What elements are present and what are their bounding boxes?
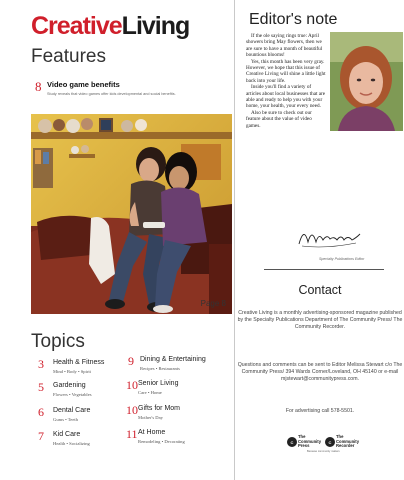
feature-description: Study reveals that video games offer kids developmental and social benefits. bbox=[47, 92, 176, 96]
topic-page-number: 10 bbox=[126, 378, 138, 392]
topic-title: Dental Care bbox=[53, 407, 91, 414]
contact-questions-text: Questions and comments can be sent to Editor Melissa Stewart c/o The Community Press/ 394 Wards Corner/Loveland, OH 45140 or e-mail mjstewart@communitypress.com. bbox=[237, 362, 403, 382]
topic-title: Health & Fitness bbox=[53, 359, 105, 366]
topic-subtitle: Recipes • Restaurants bbox=[140, 365, 180, 371]
editor-signature bbox=[296, 222, 364, 250]
girls-playing-video-games-image bbox=[31, 114, 232, 314]
press-logo-line: Community bbox=[298, 438, 322, 444]
contact-heading: Contact bbox=[298, 283, 342, 297]
recorder-logo-line: The bbox=[336, 434, 344, 440]
photo-page-label: Page 8 bbox=[200, 299, 226, 308]
topic-title: Gifts for Mom bbox=[138, 405, 181, 412]
contact-advertising-text: For advertising call 578-5501. bbox=[285, 408, 355, 414]
logo-part-living: Living bbox=[121, 12, 190, 40]
topic-subtitle: Flowers • Vegetables bbox=[53, 391, 92, 397]
topic-page-number: 11 bbox=[126, 427, 138, 441]
topic-title: Dining & Entertaining bbox=[140, 356, 206, 363]
editors-note-paragraph: If the ole saying rings true: April showers bring May flowers, then we are sure to have a month of beautiful bountious blooms! bbox=[246, 33, 323, 59]
divider bbox=[264, 269, 384, 270]
community-press-logo bbox=[287, 436, 321, 448]
recorder-logo-text bbox=[336, 435, 359, 448]
topic-title: Gardening bbox=[53, 382, 86, 389]
editors-note-heading: Editor's note bbox=[249, 11, 338, 28]
topic-subtitle: Mother's Day bbox=[138, 414, 163, 420]
press-logo-icon: C bbox=[287, 437, 297, 447]
right-column bbox=[234, 0, 404, 480]
topic-page-number: 10 bbox=[126, 403, 138, 417]
community-recorder-logo bbox=[325, 436, 359, 448]
recorder-logo-icon: C bbox=[325, 437, 335, 447]
logos-caption: Because community matters bbox=[307, 450, 340, 453]
topic-page-number: 3 bbox=[38, 357, 44, 371]
publisher-logos bbox=[287, 436, 367, 456]
topic-subtitle: Mind • Body • Spirit bbox=[53, 368, 91, 374]
recorder-logo-line: Recorder bbox=[336, 443, 355, 449]
press-logo-line: Press bbox=[298, 443, 310, 449]
topic-title: Senior Living bbox=[138, 380, 179, 387]
contact-about-text: Creative Living is a monthly advertising-sponsored magazine published by the Specialty Publications Department of The Community Press/ The Community Recorder. bbox=[237, 310, 403, 330]
topic-subtitle: Gums • Teeth bbox=[53, 416, 78, 422]
press-logo-text bbox=[298, 435, 321, 448]
recorder-logo-line: Community bbox=[336, 438, 360, 444]
topic-page-number: 7 bbox=[38, 429, 44, 443]
topics-heading: Topics bbox=[31, 331, 85, 352]
editor-portrait bbox=[330, 32, 403, 131]
feature-photo bbox=[31, 114, 232, 314]
editors-note-paragraph: Inside you'll find a variety of articles about local businesses that are able and ready to help you with your home, your health, your every need. bbox=[246, 84, 326, 110]
editors-note-paragraph: Yes, this month has been very gray. However, we hope that this issue of Creative Living will shine a little light back into your life. bbox=[246, 58, 326, 84]
topic-title: Kid Care bbox=[53, 431, 81, 438]
topic-subtitle: Health • Socializing bbox=[53, 440, 90, 446]
features-heading: Features bbox=[31, 46, 106, 67]
logo-part-creative: Creative bbox=[31, 12, 122, 40]
topic-subtitle: Remodeling • Decorating bbox=[138, 438, 185, 444]
press-logo-line: The bbox=[298, 434, 306, 440]
editors-note-body bbox=[246, 33, 400, 133]
magazine-logo bbox=[31, 14, 189, 39]
editors-note-paragraph: Also be sure to check out our feature about the value of video games. bbox=[246, 109, 312, 129]
topic-title: At Home bbox=[138, 429, 166, 436]
topic-subtitle: Care • Home bbox=[138, 389, 162, 395]
feature-title: Video game benefits bbox=[47, 80, 120, 89]
topic-page-number: 5 bbox=[38, 380, 44, 394]
topic-page-number: 6 bbox=[38, 405, 44, 419]
feature-page-number: 8 bbox=[35, 79, 42, 94]
topic-page-number: 9 bbox=[128, 354, 134, 368]
editor-photo-image bbox=[330, 32, 403, 131]
signature-caption: Specialty Publications Editor bbox=[319, 257, 365, 261]
